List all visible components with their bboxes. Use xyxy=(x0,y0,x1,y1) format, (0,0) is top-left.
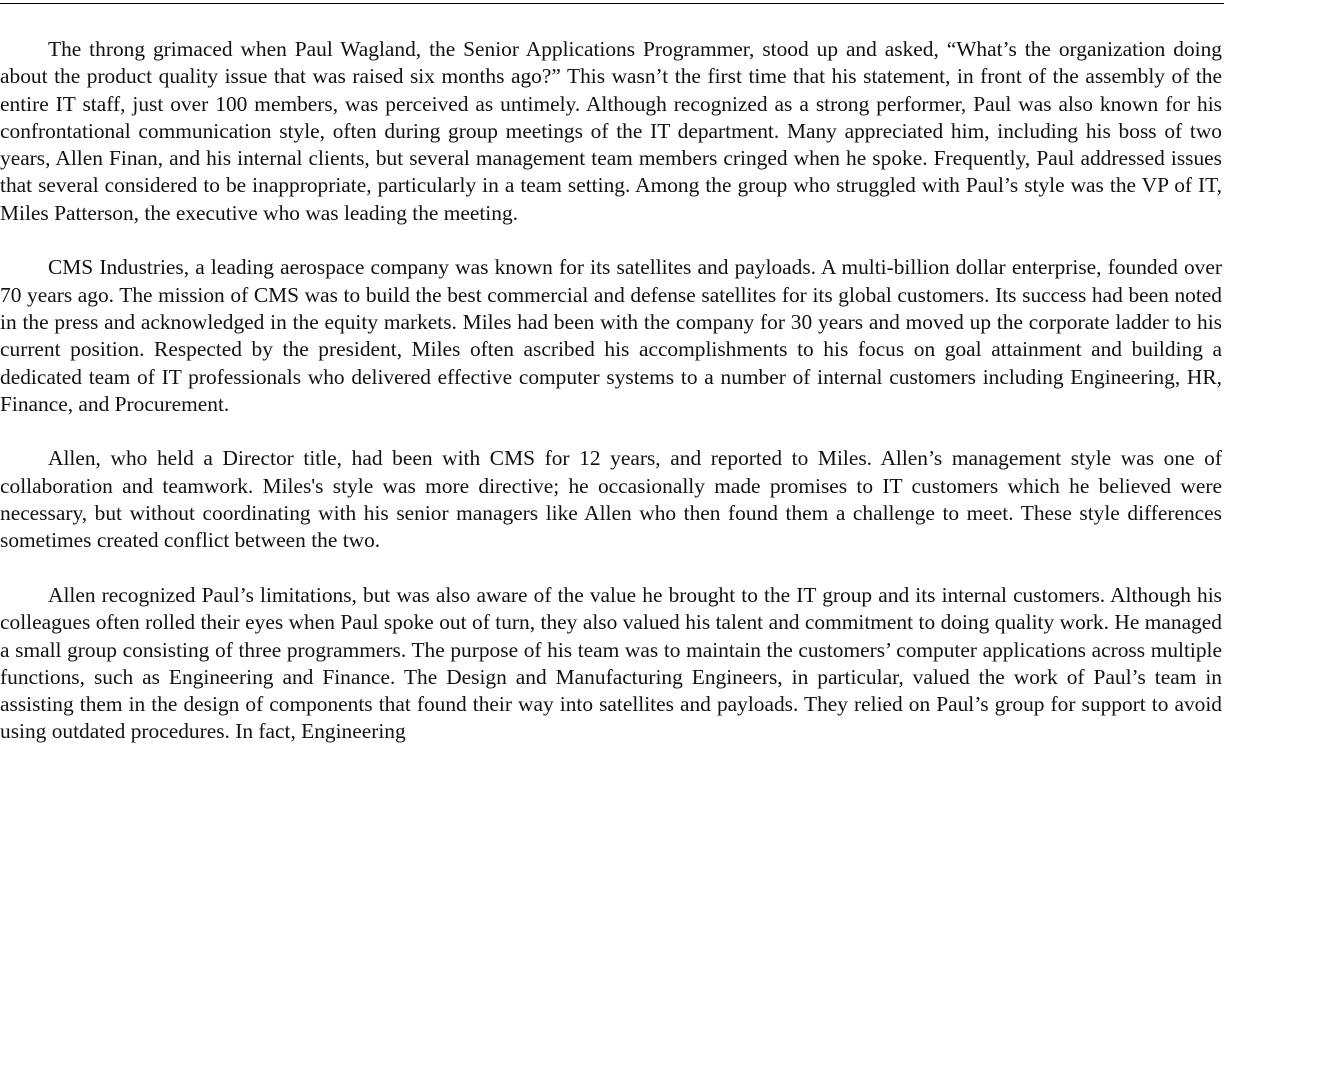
paragraph-3: Allen, who held a Director title, had been with CMS for 12 years, and reported to Miles. Allen’s management style was one of collaboration and teamwork. Miles's style was more directive; he occasionally made promises to IT customers which he believed were necessary, but without coordinating with his senior managers like Allen who then found them a challenge to meet. These style differences sometimes created conflict between the two. xyxy=(0,446,1222,553)
paragraph-2: CMS Industries, a leading aerospace company was known for its satellites and payloads. A multi-billion dollar enterprise, founded over 70 years ago. The mission of CMS was to build the best commercial and defense satellites for its global customers. Its success had been noted in the press and acknowledged in the equity markets. Miles had been with the company for 30 years and moved up the corporate ladder to his current position. Respected by the president, Miles often ascribed his accomplishments to his focus on goal attainment and building a dedicated team of IT professionals who delivered effective computer systems to a number of internal customers including Engineering, HR, Finance, and Procurement. xyxy=(0,255,1222,416)
paragraph-1: The throng grimaced when Paul Wagland, the Senior Applications Programmer, stood up and asked, “What’s the organization doing about the product quality issue that was raised six months ago?” This wasn’t the first time that his statement, in front of the assembly of the entire IT staff, just over 100 members, was perceived as untimely. Although recognized as a strong performer, Paul was also known for his confrontational communication style, often during group meetings of the IT department. Many appreciated him, including his boss of two years, Allen Finan, and his internal clients, but several management team members cringed when he spoke. Frequently, Paul addressed issues that several considered to be inappropriate, particularly in a team setting. Among the group who struggled with Paul’s style was the VP of IT, Miles Patterson, the executive who was leading the meeting. xyxy=(0,37,1222,225)
header-rule xyxy=(0,3,1224,4)
document-body xyxy=(0,36,1222,773)
paragraph-4: Allen recognized Paul’s limitations, but was also aware of the value he brought to the IT group and its internal customers. Although his colleagues often rolled their eyes when Paul spoke out of turn, they also valued his talent and commitment to doing quality work. He managed a small group consisting of three programmers. The purpose of his team was to maintain the customers’ computer applications across multiple functions, such as Engineering and Finance. The Design and Manufacturing Engineers, in particular, valued the work of Paul’s team in assisting them in the design of components that found their way into satellites and payloads. They relied on Paul’s group for support to avoid using outdated procedures. In fact, Engineering xyxy=(0,582,1222,744)
